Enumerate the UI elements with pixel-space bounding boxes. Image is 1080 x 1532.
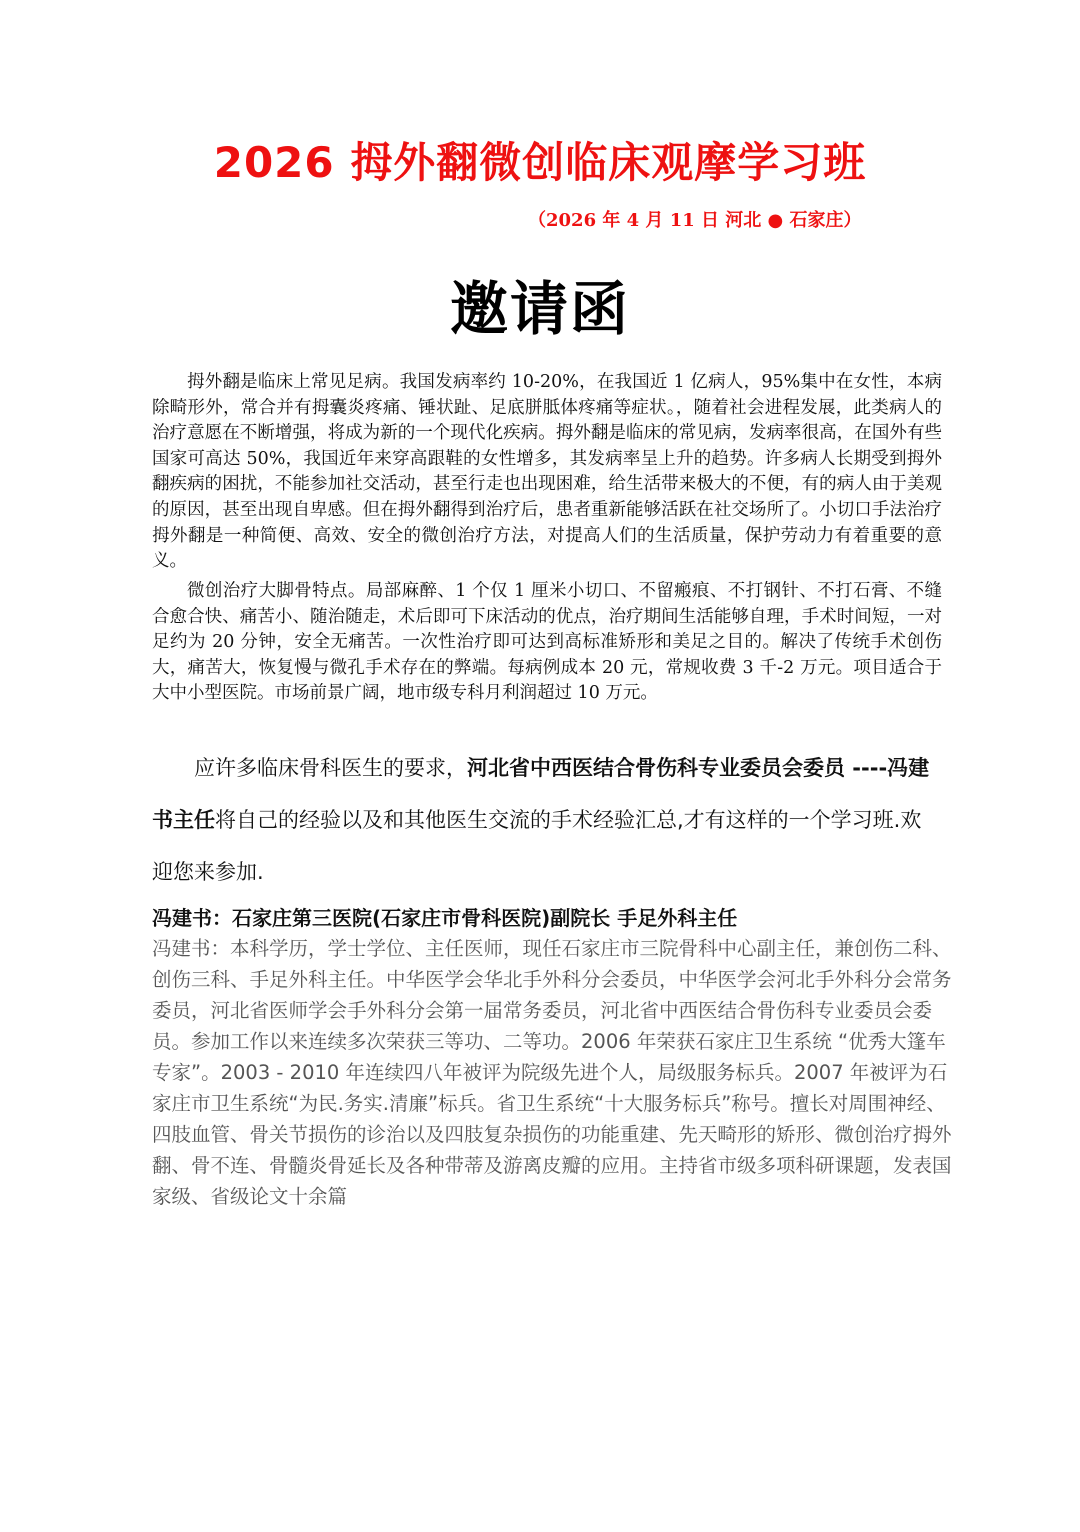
speaker-bio-text: 冯建书：本科学历，学士学位、主任医师，现任石家庄市三院骨科中心副主任，兼创伤二科、创伤三科、手足外科主任。中华医学会华北手外科分会委员，中华医学会河北手外科分会常务委员，河北省医师学会手外科分会第一届常务委员，河北省中西医结合骨伤科专业委员会委员。参加工作以来连续多次荣获三等功、二等功。2006 年荣获石家庄卫生系统 “优秀大篷车专家”。2003 - 2010 年连续四八年被评为院级先进个人，局级服务标兵。2007 年被评为石家庄市卫生系统“为民.务实.清廉”标兵。省卫生系统“十大服务标兵”称号。擅长对周围神经、四肢血管、骨关节损伤的诊治以及四肢复杂损伤的功能重建、先天畸形的矫形、微创治疗拇外翻、骨不连、骨髓炎骨延长及各种带蒂及游离皮瓣的应用。主持省市级多项科研课题，发表国家级、省级论文十余篇 <box>152 937 952 1208</box>
intro-paragraph-hallux-valgus <box>152 370 942 575</box>
request-committee-member: 河北省中西医结合骨伤科专业委员会委员 ----冯建书主任 <box>152 756 930 832</box>
intro-paragraph-text: 微创治疗大脚骨特点。局部麻醉、1 个仅 1 厘米小切口、不留瘢痕、不打钢针、不打石膏、不缝合愈合快、痛苦小、随治随走，术后即可下床活动的优点，治疗期间生活能够自理，手术时间短，一对足约为 20 分钟，安全无痛苦。一次性治疗即可达到高标准矫形和美足之目的。解决了传统手术创伤大，痛苦大，恢复慢与微孔手术存在的弊端。每病例成本 20 元，常规收费 3 千-2 万元。项目适合于大中小型医院。市场前景广阔，地市级专科月利润超过 10 万元。 <box>152 581 942 704</box>
request-tail-text: 将自己的经验以及和其他医生交流的手术经验汇总,才有这样的一个学习班.欢迎您来参加. <box>152 808 922 884</box>
invitation-request-paragraph <box>152 742 932 898</box>
course-title: 2026 拇外翻微创临床观摩学习班 <box>213 138 867 187</box>
request-lead-text: 应许多临床骨科医生的要求， <box>194 756 467 780</box>
intro-paragraph-minimally-invasive <box>152 579 942 707</box>
event-date-location: （2026 年 4 月 11 日 河北 ● 石家庄） <box>528 210 862 231</box>
invitation-heading: 邀请函 <box>449 275 630 343</box>
intro-paragraph-text: 拇外翻是临床上常见足病。我国发病率约 10-20%，在我国近 1 亿病人，95%集中在女性，本病除畸形外，常合并有拇囊炎疼痛、锤状趾、足底胼胝体疼痛等症状。，随着社会进程发展，此类病人的治疗意愿在不断增强，将成为新的一个现代化疾病。拇外翻是临床的常见病，发病率很高，在国外有些国家可高达 50%，我国近年来穿高跟鞋的女性增多，其发病率呈上升的趋势。许多病人长期受到拇外翻疾病的困扰，不能参加社交活动，甚至行走也出现困难，给生活带来极大的不便，有的病人由于美观的原因，甚至出现自卑感。但在拇外翻得到治疗后，患者重新能够活跃在社交场所了。小切口手法治疗拇外翻是一种简便、高效、安全的微创治疗方法，对提高人们的生活质量，保护劳动力有着重要的意义。 <box>152 372 942 572</box>
speaker-bio-heading: 冯建书：石家庄第三医院(石家庄市骨科医院)副院长 手足外科主任 <box>152 906 738 930</box>
